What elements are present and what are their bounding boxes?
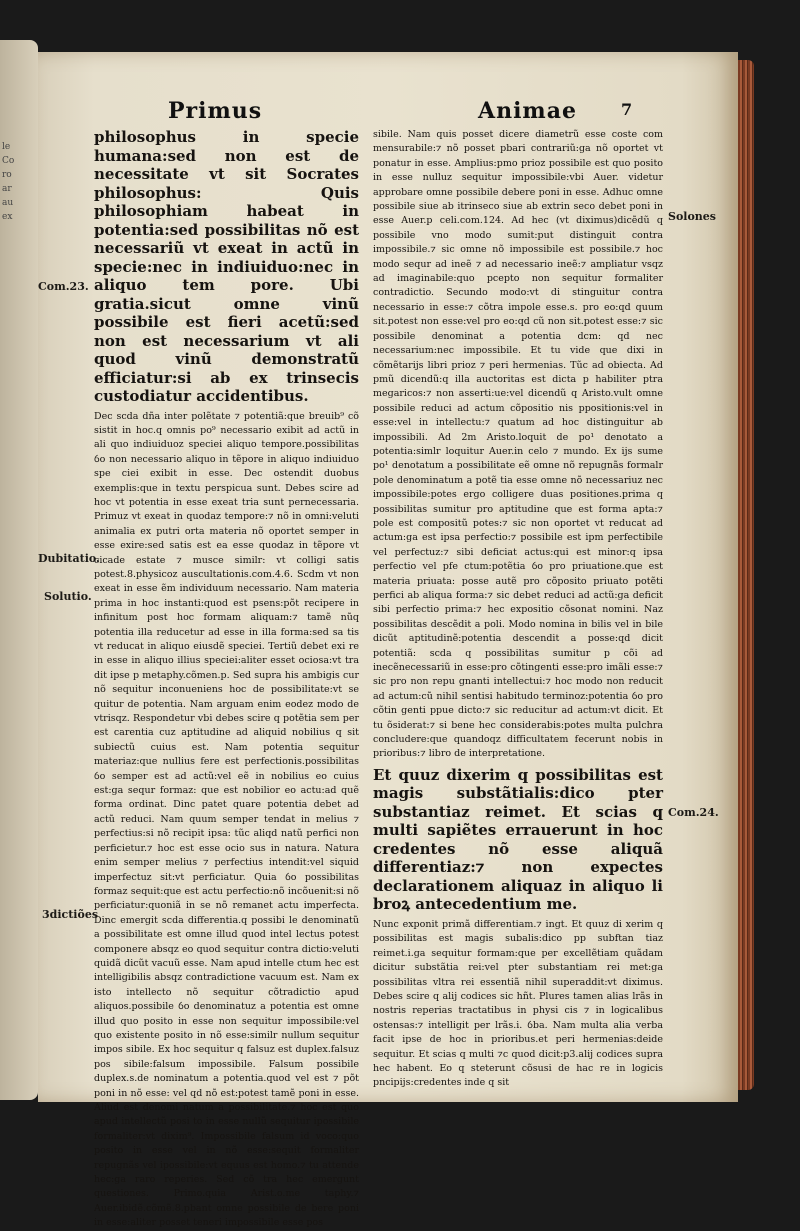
header-right-title: Animae bbox=[478, 98, 577, 124]
prev-fragment: au bbox=[2, 198, 14, 208]
prev-fragment: ro bbox=[2, 170, 12, 180]
previous-page-edge bbox=[0, 40, 38, 1100]
prev-fragment: ar bbox=[2, 184, 12, 194]
left-commentary: Dec scda dña inter polẽtate ⁊ potentiã:que breuib⁹ cõ sistit in hoc.q omnis po⁹ necessario exibit ad actũ in ali quo indiuiduoz speciei aliquo tempore.possibilitas ỽo non necessario aliquo in tẽpore in aliquo indiuiduo spe ciei exibit in esse. Dec ostendit duobus exemplis:que in textu perspicua sunt. Debes scire ad hoc vt potentia in esse exeat tria sunt pernecessaria. Primuz vt exeat in quodaz tempore:⁊ nõ in omni:veluti animalia ex putri orta materia nõ oportet semper in esse exire:sed satis est ea esse quodaz in tẽpore vt cicade estate ⁊ musce similr: vt colligi satis potest.8.physicoz auscultationis.com.4.6. Scdm vt non exeat in esse ẽm individuum necessario. Nam materia prima in hoc instanti:quod est psens:põt recipere in infinitum post hoc formam aliquam:⁊ tamẽ nũq potentia illa reducetur ad esse in illa forma:sed sa tis vt reducat in aliquo eiusdẽ speciei. Tertiũ debet exi re in esse in aliquo illius speciei:aliter esset ociosa:vt tra dit ipse p metaphy.cõmen.p. Sed supra his ambigis cur nõ sequitur inconueniens hoc de possibilitate:vt se quitur de potentia. Nam arguam enim eodez modo de vtrisqz. Respondetur vbi debes scire q potẽtia sem per est carentia cuz aptitudine ad aliquid nobilius q sit subiectũ cuius est. Nam potentia sequitur materiaz:que nullius fere est perfectionis.possibilitas ỽo semper est ad actũ:vel eẽ in nobilius eo cuius est:ga sequr formaz: que est nobilior eo actu:ad quẽ forma ordinat. Dinc patet quare potentia debet ad actũ reduci. Nam quum semper tendat in melius ⁊ perfectius:si nõ recipit ipsa: tũc aliqd natũ perfici non perficietur.⁊ hoc est esse ocio sus in natura. Natura enim semper melius ⁊ perfectius intendit:vel siquid imperfectuz sit:vt perficiatur. Quia ỽo possibilitas formaz sequit:que est actu perfectio:nõ incõuenit:si nõ perficiatur:quoniã in se nõ remanet actu imperfecta. Dinc emergit scda differentia.q possibi le denominatũ a possibilitate est omne illud quod intel lectus potest componere absqz eo quod sequitur contra dictio:veluti quidã dicũt vacuũ esse. Nam apud intelle ctum hec est intelligibilis absqz contradictione vacuum est. Nam ex isto intellecto nõ sequitur cõtradictio apud aliquos.possibile ỽo denominatuz a potentia est omne illud quo posito in esse non sequitur impossibile:vel quo existente posito in nõ esse:similr nullum sequitur impos sibile. Ex hoc sequitur q falsuz est duplex.falsuz pos sibile:falsum impossibile. Falsum possibile duplex.s.de nominatum a potentia.quod vel est ⁊ põt poni in nõ esse: vel qd nõ est:potest tamẽ poni in esse. Aliud est denomi natum a possibilitate.⁊ hoc est quo apud intellectũ posi to in esse nullũ sequitur ipossibile formaliter:vt dixim⁹. Impossibile falsum id voco:quo posito in esse vel in nõ esse:sequit formaliter repugnãs vel ipossibile:vt equus est homo.⁊ tu attende hec:ga raro reperies. Sed cõ tra hec emergunt questiones. Primo.quia Arist.o.me taphy.⁊ Auer.ibidẽ.cõmẽ.8.pbant omne possibile de bere poni in esse:aliter posset teneri impossibile esse pos bbox=[94, 410, 359, 1229]
margin-note-left: Dubitatio. bbox=[38, 552, 100, 565]
running-header bbox=[38, 98, 738, 128]
previous-page-text bbox=[2, 140, 36, 224]
right-column bbox=[373, 128, 663, 1091]
margin-note-left: Com.23. bbox=[38, 280, 89, 293]
margin-note-left: 3dictiões bbox=[42, 908, 99, 921]
page-number: 7 bbox=[621, 100, 633, 119]
left-text-block: philosophus in specie humana:sed non est de necessitate vt sit Socrates philosophus: Quis philosophiam habeat in potentia:sed possibilitas nõ est necessariũ vt exeat in actũ in specie:nec in indiuiduo:nec in aliquo tem pore. Ubi gratia.sicut omne vinũ possibile est fieri acetũ:sed non est necessarium vt ali quod vinũ demonstratũ efficiatur:si ab ex trinsecis custodiatur accidentibus. bbox=[94, 128, 359, 405]
right-commentary-bottom: Nunc exponit primã differentiam.⁊ ingt. Et quuz di xerim q possibilitas est magis subalis:dico pp subftan tiaz reimet.i.ga sequitur formam:que per excellẽtiam quãdam dicitur substãtia rei:vel pter substantiam rei met:ga possibilitas vltra rei essentiã nihil superaddit:vt diximus. Debes scire q alij codices sic hñt. Plures tamen alias lrãs in nostris reperias tractatibus in physi cis ⁊ in logicalibus ostensas:⁊ intelligit per lrãs.i. ỽba. Nam multa alia verba facit ipse de hoc in prioribus.et peri hermenias:deide sequitur. Et scias q multi ⁊c quod dicit:p3.alij codices supra hec habent. Eo q steterunt cõsusi de hac re in logicis pncipijs:credentes inde q sit bbox=[373, 918, 663, 1089]
right-commentary-top: sibile. Nam quis posset dicere diametrũ esse coste com mensurabile:⁊ nõ posset pbari contrariũ:ga nõ oportet vt ponatur in esse. Amplius:pmo prioz possibile est quo posito in esse nulluz sequitur impossibile:vbi Auer. videtur approbare omne possibile debere poni in esse. Adhuc omne possibile siue ab itrinseco siue ab extrin seco debet poni in esse Auer.p celi.com.124. Ad hec (vt diximus)dicẽdũ q possibile vno modo sumit:put distinguit contra impossibile.⁊ sic omne nõ impossibile est possibile.⁊ hoc modo sequr ad ineẽ ⁊ ad necessario ineẽ:⁊ ampliatur vsqz ad imaginabile:quo pcepto non sequitur formaliter contradictio. Secundo modo:vt di stinguitur contra necessario in esse:⁊ cõtra impole esse.s. pro eo:qd quum sit.potest non esse:vel pro eo:qd cũ non sit.potest esse:⁊ sic possibile denominat a potentia dcm: qd nec necessarium:nec impossibile. Et tu vide que dixi in cõmẽtarijs libri prioz ⁊ peri hermenias. Tũc ad obiecta. Ad pmũ dicendũ:q illa auctoritas est dicta p habiliter ptra megaricos:⁊ non asserti:ue:vel dicendũ q Aristo.vult omne possibile reduci ad actum cõpositio nis ppositionis:vel in esse:vel in intellectu:⁊ quatum ad hoc distinguitur ab impossibili. Ad 2m Aristo.loquit de po¹ denotato a potentia:simlr loquitur Auer.in celo ⁊ mundo. Ex ijs sume po¹ denotatum a possibilitate eẽ omne nõ repugnãs formalr pole denominatum a potẽ tia esse omne nõ necessariuz nec impossibile:potes ergo colligere duas positiones.prima q possibilitas sumitur pro aptitudine que est forma apta:⁊ pole est compositũ potes:⁊ sic non oportet vt reducat ad actum:ga est ipsa perfectio:⁊ possibile est ipm perfectibile vel perfectuz:⁊ sibi deficiat actus:qui est minor:q ipsa perfectio vel pfe ctum:potẽtia ỽo pro priuatione.que est materia priuata: posse autẽ pro cõposito priuato potẽti perfici ab aliqua forma:⁊ sic debet reduci ad actũ:ga deficit sibi perfectio prima:⁊ hec expositio cõsonat nomini. Naz possibilitas descẽdit a poli. Modo nomina in bilis vel in bile dicũt aptitudinẽ:potentia descendit a posse:qd dicit potentiã: scda q possibilitas sumitur p cõi ad inecẽnecessariũ in esse:pro cõtingenti esse:pro imãli esse:⁊ sic pro non repu gnanti intellectui:⁊ hoc modo non reducit ad actum:cũ nihil sentisi habitudo terminoz:potentia ỽo pro cõtin genti ppue dicto:⁊ sic reducitur ad actum:vt dicit. Et tu õsiderat:⁊ si bene hec considerabis:potes multa pulchra concludere:que quandoqz difficultatem fecerunt nobis in prioribus:⁊ libro de interpretatione. bbox=[373, 129, 663, 760]
book-page bbox=[38, 52, 738, 1229]
margin-note-right: Solones bbox=[668, 210, 716, 223]
margin-note-right: Com.24. bbox=[668, 806, 719, 819]
left-column bbox=[94, 128, 359, 1231]
prev-fragment: Co bbox=[2, 156, 15, 166]
page-edges-red bbox=[738, 60, 754, 1090]
prev-fragment: le bbox=[2, 142, 11, 152]
margin-note-left: Solutio. bbox=[44, 590, 92, 603]
prev-fragment: ex bbox=[2, 212, 13, 222]
header-left-title: Primus bbox=[168, 98, 263, 124]
right-text-block: Et quuz dixerim q possibilitas est magis substãtialis:dico pter substantiaz reimet. Et scias q multi sapiẽtes errauerunt in hoc credentes nõ esse aliquã differentiaz:⁊ non expectes declarationem aliquaz in aliquo li broꝝ antecedentium me. bbox=[373, 765, 663, 914]
